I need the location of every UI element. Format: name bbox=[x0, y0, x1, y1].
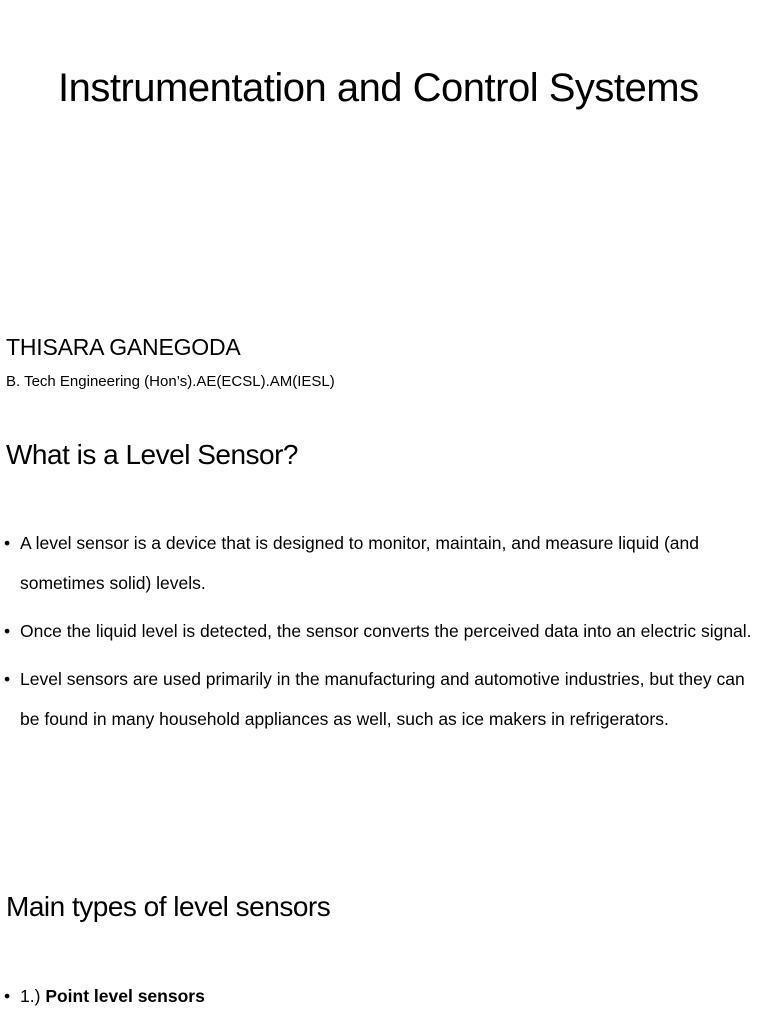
bullet-text: A level sensor is a device that is designed to monitor, maintain, and measure liquid (and sometimes solid) levels. bbox=[20, 533, 699, 593]
section-heading-level-sensor: What is a Level Sensor? bbox=[6, 439, 298, 470]
bullet-item bbox=[4, 523, 764, 603]
bullet-text: Once the liquid level is detected, the sensor converts the perceived data into an electric signal. bbox=[20, 621, 752, 641]
bullet-dot: • bbox=[4, 621, 11, 641]
author-credentials: B. Tech Engineering (Hon’s).AE(ECSL).AM(IESL) bbox=[6, 373, 335, 390]
author-name: THISARA GANEGODA bbox=[6, 334, 241, 360]
section-heading-sensor-types: Main types of level sensors bbox=[6, 891, 331, 922]
bullet-item bbox=[4, 611, 764, 651]
bullet-dot: • bbox=[4, 669, 11, 689]
bullet-dot: • bbox=[4, 533, 11, 553]
item-label: Point level sensors bbox=[45, 986, 205, 1006]
bullet-text: Level sensors are used primarily in the manufacturing and automotive industries, but they can be found in many household appliances as well, such as ice makers in refrigerators. bbox=[20, 669, 745, 729]
item-prefix: 1.) bbox=[20, 986, 41, 1006]
sensor-types-list bbox=[4, 976, 764, 1024]
bullet-dot: • bbox=[4, 986, 11, 1006]
bullet-item bbox=[4, 659, 764, 739]
page-title: Instrumentation and Control Systems bbox=[58, 66, 699, 110]
level-sensor-bullet-list bbox=[4, 523, 764, 747]
list-item bbox=[4, 976, 764, 1016]
